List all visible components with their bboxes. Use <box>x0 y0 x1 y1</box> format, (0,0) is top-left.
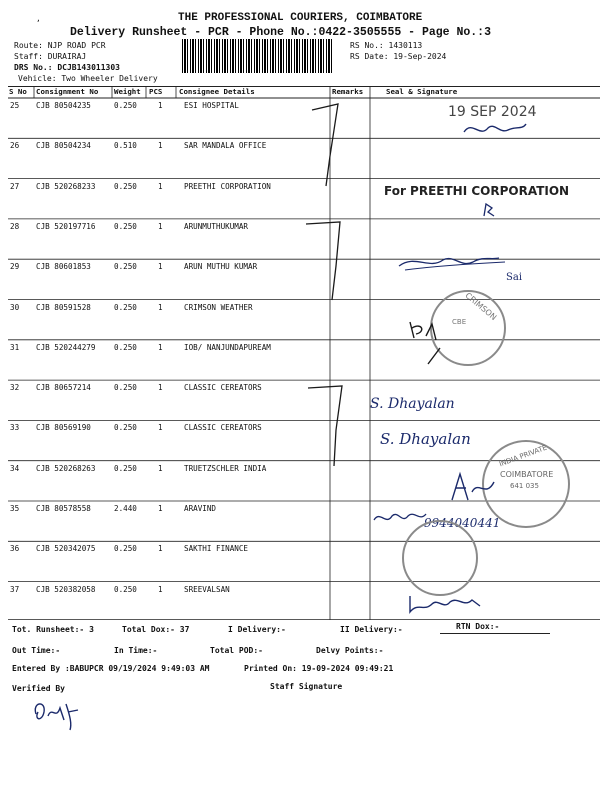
preethi-initial <box>480 200 500 220</box>
printed-on: Printed On: 19-09-2024 09:49:21 <box>244 664 394 673</box>
tot-runsheet: Tot. Runsheet:- 3 <box>12 625 94 634</box>
cell-weight: 2.440 <box>114 504 137 513</box>
cell-consignment-no: CJB 80591528 <box>36 302 91 312</box>
cell-pcs: 1 <box>158 181 163 191</box>
cell-weight: 0.250 <box>114 423 137 433</box>
signature-dhayalan-1: S. Dhayalan <box>370 396 455 412</box>
cell-consignment-no: CJB 80504234 <box>36 141 91 151</box>
cell-pcs: 1 <box>158 423 163 433</box>
vehicle-label: Vehicle: Two Wheeler Delivery <box>18 74 158 83</box>
cell-consignee: ESI HOSPITAL <box>184 101 239 110</box>
cell-consignee: ARUN MUTHU KUMAR <box>184 262 258 272</box>
cell-consignment-no: CJB 520197716 <box>36 221 96 231</box>
cell-pcs: 1 <box>158 101 163 110</box>
cell-consignment-no: CJB 80569190 <box>36 423 91 433</box>
cell-consignee: PREETHI CORPORATION <box>184 181 271 191</box>
sakthi-stamp <box>402 520 478 596</box>
cell-consignment-no: CJB 80657214 <box>36 383 91 393</box>
truetzschler-stamp-pin: 641 035 <box>510 482 539 490</box>
cell-weight: 0.250 <box>114 463 137 473</box>
cell-weight: 0.250 <box>114 544 137 554</box>
cell-weight: 0.250 <box>114 584 137 594</box>
cell-pcs: 1 <box>158 463 163 473</box>
cell-pcs: 1 <box>158 141 163 151</box>
cell-consignment-no: CJB 80601853 <box>36 262 91 272</box>
cell-weight: 0.250 <box>114 342 137 352</box>
signature-sreevalsan <box>404 592 500 616</box>
cell-pcs: 1 <box>158 584 163 594</box>
route-label: Route: NJP ROAD PCR <box>14 41 106 50</box>
signature-esi <box>460 118 530 140</box>
company-title: THE PROFESSIONAL COURIERS, COIMBATORE <box>178 12 423 24</box>
cell-sno: 35 <box>10 504 20 513</box>
cell-consignee: CLASSIC CEREATORS <box>184 383 262 393</box>
verified-signature <box>30 694 90 734</box>
cell-consignee: ARAVIND <box>184 504 217 513</box>
cell-consignment-no: CJB 80578558 <box>36 504 91 513</box>
cell-sno: 29 <box>10 262 20 272</box>
cell-sno: 34 <box>10 463 20 473</box>
col-header-weight: Weight <box>114 87 141 96</box>
cell-sno: 28 <box>10 221 20 231</box>
cell-weight: 0.250 <box>114 221 137 231</box>
cell-consignment-no: CJB 80504235 <box>36 101 91 110</box>
out-time: Out Time:- <box>12 646 61 655</box>
truetzschler-stamp-city: COIMBATORE <box>500 470 554 479</box>
col-header-pcs: PCS <box>149 87 163 96</box>
cell-consignee: ARUNMUTHUKUMAR <box>184 221 249 231</box>
cell-weight: 0.250 <box>114 181 137 191</box>
mark-dot: , <box>36 14 41 23</box>
cell-pcs: 1 <box>158 302 163 312</box>
cell-pcs: 1 <box>158 504 163 513</box>
signature-truetzschler <box>448 470 498 504</box>
rs-date: RS Date: 19-Sep-2024 <box>350 52 447 61</box>
truetzschler-stamp-india: INDIA PRIVATE <box>498 443 549 469</box>
preethi-stamp: For PREETHI CORPORATION <box>384 184 570 198</box>
cell-consignment-no: CJB 520342075 <box>36 544 96 554</box>
col-header-seal: Seal & Signature <box>386 87 458 96</box>
cell-consignee: IOB/ NANJUNDAPUREAM <box>184 342 271 352</box>
cell-pcs: 1 <box>158 342 163 352</box>
signature-crimson <box>404 318 454 368</box>
cell-consignee: SAKTHI FINANCE <box>184 544 249 554</box>
cell-consignee: CLASSIC CEREATORS <box>184 423 262 433</box>
col-header-remarks: Remarks <box>332 87 364 96</box>
cell-pcs: 1 <box>158 262 163 272</box>
aravind-phone: 9944040441 <box>424 516 501 530</box>
cell-pcs: 1 <box>158 544 163 554</box>
total-dox: Total Dox:- 37 <box>122 625 190 634</box>
col-header-consignee: Consignee Details <box>179 87 255 96</box>
rs-no: RS No.: 1430113 <box>350 41 423 50</box>
cell-consignee: SAR MANDALA OFFICE <box>184 141 267 151</box>
crimson-stamp-text: CRIMSON <box>463 290 499 323</box>
cell-sno: 30 <box>10 302 20 312</box>
cell-consignee: TRUETZSCHLER INDIA <box>184 463 267 473</box>
cell-sno: 37 <box>10 584 20 594</box>
i-delivery: I Delivery:- <box>228 625 286 634</box>
cell-sno: 25 <box>10 101 20 110</box>
signature-dhayalan-2: S. Dhayalan <box>380 430 471 448</box>
total-pod: Total POD:- <box>210 646 263 655</box>
delvy-points: Delvy Points:- <box>316 646 384 655</box>
cell-sno: 33 <box>10 423 20 433</box>
cell-sno: 36 <box>10 544 20 554</box>
cell-weight: 0.250 <box>114 383 137 393</box>
verified-by: Verified By <box>12 684 65 693</box>
ii-delivery: II Delivery:- <box>340 625 403 634</box>
remark-tick-marks <box>300 96 360 596</box>
col-header-sno: S No <box>9 87 27 96</box>
cell-weight: 0.250 <box>114 101 137 110</box>
cell-consignment-no: CJB 520244279 <box>36 342 96 352</box>
cell-consignment-no: CJB 520268263 <box>36 463 96 473</box>
cell-sno: 26 <box>10 141 20 151</box>
rtn-dox: RTN Dox:- <box>456 622 500 631</box>
cell-pcs: 1 <box>158 221 163 231</box>
signature-sai: Sai <box>506 272 523 283</box>
date-stamp: 19 SEP 2024 <box>448 104 537 120</box>
barcode <box>182 39 334 73</box>
signature-arunmuthukumar <box>395 248 515 278</box>
cell-sno: 31 <box>10 342 20 352</box>
cell-sno: 32 <box>10 383 20 393</box>
drs-label: DRS No.: DCJB143011303 <box>14 63 120 72</box>
entered-by: Entered By :BABUPCR 09/19/2024 9:49:03 AM <box>12 664 210 673</box>
staff-signature: Staff Signature <box>270 682 343 691</box>
col-header-consignment: Consignment No <box>36 87 99 96</box>
cbe-stamp-text: CBE <box>452 318 467 326</box>
in-time: In Time:- <box>114 646 158 655</box>
cell-pcs: 1 <box>158 383 163 393</box>
cell-weight: 0.510 <box>114 141 137 151</box>
runsheet-title: Delivery Runsheet - PCR - Phone No.:0422-3505555 - Page No.:3 <box>70 26 491 39</box>
cell-weight: 0.250 <box>114 262 137 272</box>
rtn-dox-box <box>440 620 550 634</box>
cell-weight: 0.250 <box>114 302 137 312</box>
cell-consignee: SREEVALSAN <box>184 584 230 594</box>
staff-label: Staff: DURAIRAJ <box>14 52 87 61</box>
cell-consignment-no: CJB 520382058 <box>36 584 96 594</box>
cell-sno: 27 <box>10 181 20 191</box>
cell-consignment-no: CJB 520268233 <box>36 181 96 191</box>
cell-consignee: CRIMSON WEATHER <box>184 302 253 312</box>
